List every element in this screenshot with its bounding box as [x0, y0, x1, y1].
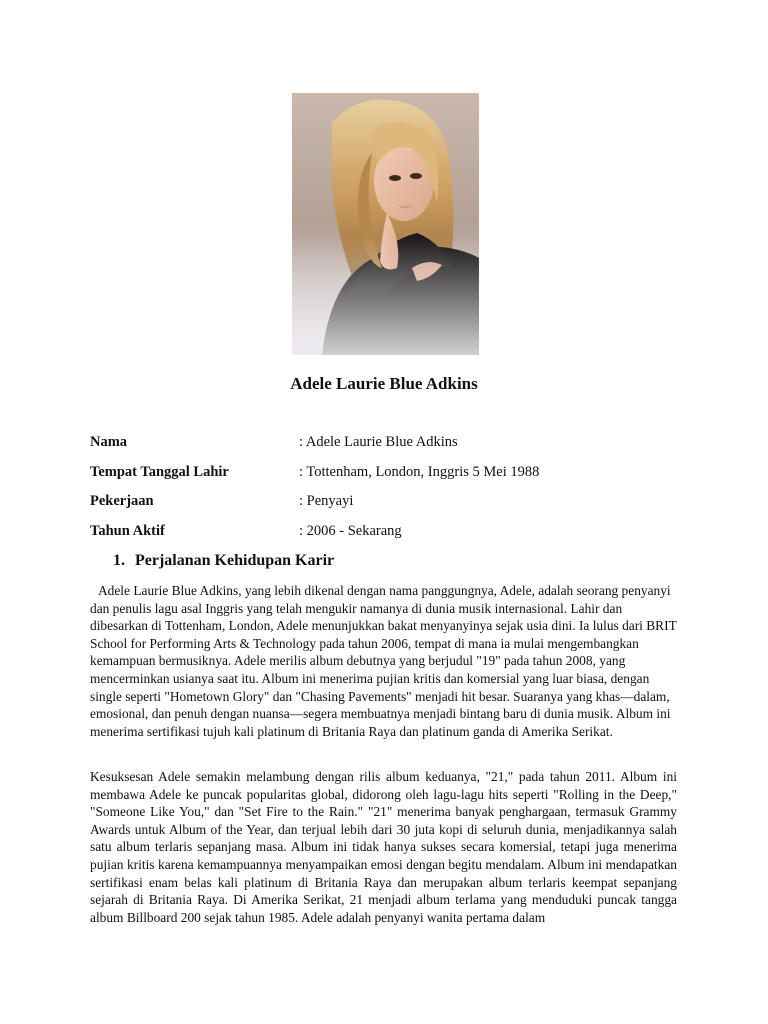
section-heading-text: Perjalanan Kehidupan Karir: [135, 552, 335, 569]
info-row-pekerjaan: [90, 493, 690, 513]
info-value: : 2006 - Sekarang: [299, 523, 402, 539]
info-label: Nama: [90, 434, 128, 450]
info-row-tahun-aktif: [90, 523, 690, 543]
section-heading: [113, 552, 334, 570]
info-label: Pekerjaan: [90, 493, 154, 509]
info-row-tempat-tanggal-lahir: [90, 464, 690, 484]
info-value: : Penyayi: [299, 493, 354, 509]
document-title: Adele Laurie Blue Adkins: [290, 374, 478, 393]
info-label: Tempat Tanggal Lahir: [90, 464, 229, 480]
paragraph-2: Kesuksesan Adele semakin melambung dengan rilis album keduanya, "21," pada tahun 2011. Album ini membawa Adele ke puncak popularitas global, didorong oleh lagu-lagu hits seperti "Rolling in the Deep," "Someone Like You," dan "Set Fire to the Rain." "21" menerima banyak penghargaan, termasuk Grammy Awards untuk Album of the Year, dan terjual lebih dari 30 juta kopi di seluruh dunia, menjadikannya salah satu album terlaris sepanjang masa. Album ini tidak hanya sukses secara komersial, tetapi juga menerima pujian kritis karena kemampuannya menyampaikan emosi dengan begitu mendalam. Album ini mendapatkan sertifikasi enam belas kali platinum di Britania Raya dan merupakan album terlaris keempat sepanjang sejarah di Britania Raya. Di Amerika Serikat, 21 menjadi album terlama yang menduduki puncak tangga album Billboard 200 sejak tahun 1985. Adele adalah penyanyi wanita pertama dalam: [90, 769, 677, 925]
info-value: : Tottenham, London, Inggris 5 Mei 1988: [299, 464, 540, 480]
section-number: 1.: [113, 552, 125, 569]
info-label: Tahun Aktif: [90, 523, 165, 539]
paragraph-1-text: Adele Laurie Blue Adkins, yang lebih dikenal dengan nama panggungnya, Adele, adalah seorang penyanyi dan penulis lagu asal Inggris yang telah mengukir namanya di dunia musik internasional. Lahir dan dibesarkan di Tottenham, London, Adele menunjukkan bakat menyanyinya sejak usia dini. Ia lulus dari BRIT School for Performing Arts & Technology pada tahun 2006, tempat di mana ia mulai mengembangkan kemampuan bermusiknya. Adele merilis album debutnya yang berjudul "19" pada tahun 2008, yang mencerminkan usianya saat itu. Album ini menerima pujian kritis dan komersial yang luar biasa, dengan single seperti "Hometown Glory" dan "Chasing Pavements" menjadi hit besar. Suaranya yang khas—dalam, emosional, dan penuh dengan nuansa—segera membuatnya menjadi bintang baru di dunia musik. Album ini menerima sertifikasi tujuh kali platinum di Britania Raya dan platinum ganda di Amerika Serikat.: [90, 583, 677, 739]
info-value: : Adele Laurie Blue Adkins: [299, 434, 458, 450]
portrait-photo: [292, 93, 479, 355]
info-row-nama: [90, 434, 690, 454]
paragraph-1: [90, 582, 677, 740]
